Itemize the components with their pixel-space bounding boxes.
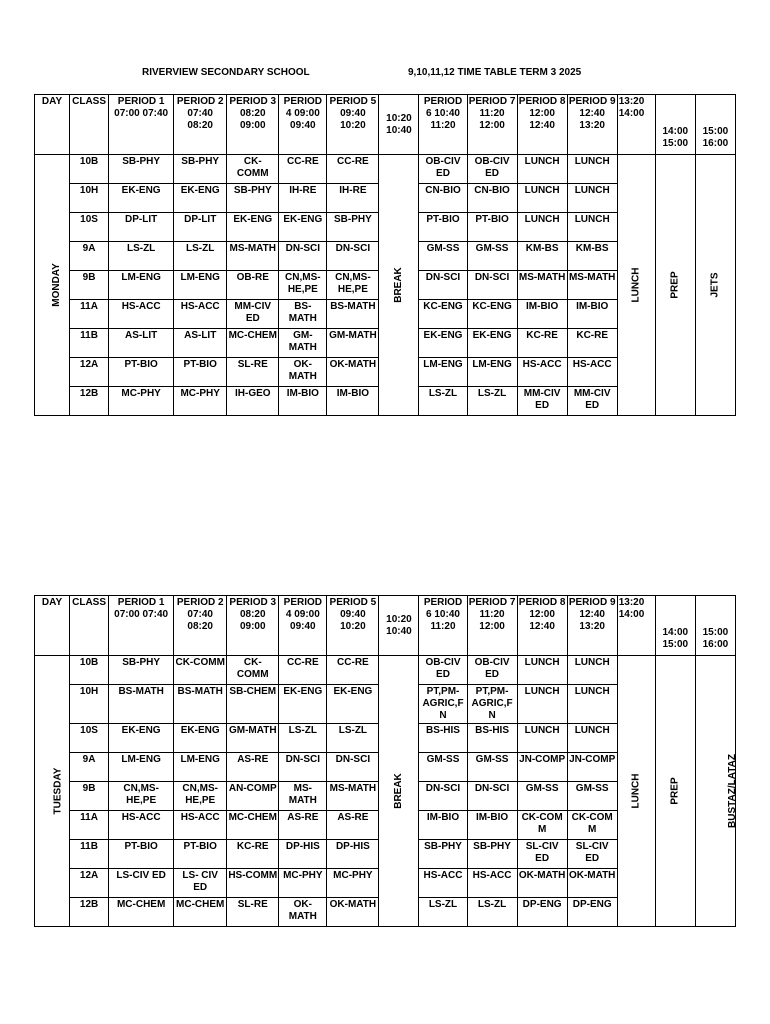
class-cell: 12B [70, 387, 109, 416]
prep-cell [655, 656, 695, 927]
lesson-cell: PT,PM-AGRIC,F N [467, 685, 517, 724]
class-cell: 11A [70, 300, 109, 329]
lesson-cell: LUNCH [517, 184, 567, 213]
lesson-cell: AS-RE [227, 753, 279, 782]
lesson-cell: HS-ACC [174, 300, 227, 329]
lesson-cell: DP-ENG [567, 898, 617, 927]
break-label: BREAK [392, 773, 404, 809]
lesson-cell: KC-ENG [419, 300, 467, 329]
break-cell [379, 155, 419, 416]
lesson-cell: KC-RE [567, 329, 617, 358]
lesson-cell: CN,MS-HE,PE [109, 782, 174, 811]
lesson-cell: DP-HIS [279, 840, 327, 869]
lesson-cell: AN-COMP [227, 782, 279, 811]
lunch-label: LUNCH [630, 773, 642, 809]
lesson-cell: CN,MS-HE,PE [327, 271, 379, 300]
lesson-cell: OK-MATH [279, 358, 327, 387]
lesson-cell: IM-BIO [467, 811, 517, 840]
lesson-cell: BS-MATH [174, 685, 227, 724]
lesson-cell: CC-RE [279, 155, 327, 184]
lesson-cell: LS-ZL [467, 387, 517, 416]
lesson-cell: SB-PHY [327, 213, 379, 242]
header-period-6: PERIOD 6 10:40 11:20 [419, 95, 467, 155]
lesson-cell: GM-SS [517, 782, 567, 811]
lesson-cell: OB-CIV ED [419, 656, 467, 685]
lesson-cell: OK-MATH [517, 869, 567, 898]
lesson-cell: CN-BIO [467, 184, 517, 213]
lesson-cell: JN-COMP [567, 753, 617, 782]
header-period-1: PERIOD 1 07:00 07:40 [109, 95, 174, 155]
class-cell: 9B [70, 271, 109, 300]
lesson-cell: CN,MS-HE,PE [279, 271, 327, 300]
class-cell: 10S [70, 724, 109, 753]
class-cell: 10B [70, 656, 109, 685]
header-lunch-time: 13:20 14:00 [617, 95, 655, 155]
lesson-cell: MC-PHY [279, 869, 327, 898]
header-class: CLASS [70, 95, 109, 155]
lesson-cell: IH-GEO [227, 387, 279, 416]
header-last-time: 15:00 16:00 [695, 95, 735, 155]
lesson-cell: CK-COMM [227, 155, 279, 184]
lesson-cell: PT-BIO [174, 358, 227, 387]
header-period-2: PERIOD 2 07:40 08:20 [174, 596, 227, 656]
lesson-cell: KC-ENG [467, 300, 517, 329]
lesson-cell: MS-MATH [517, 271, 567, 300]
lesson-cell: DN-SCI [327, 753, 379, 782]
lesson-cell: DN-SCI [327, 242, 379, 271]
lesson-cell: MC-CHEM [227, 811, 279, 840]
last-session-label: BUSTAZ/LATAZ [726, 754, 738, 828]
lesson-cell: HS-ACC [419, 869, 467, 898]
lesson-cell: HS-ACC [467, 869, 517, 898]
lesson-cell: DN-SCI [419, 782, 467, 811]
lesson-cell: LM-ENG [109, 753, 174, 782]
lesson-cell: CK-COM M [517, 811, 567, 840]
lunch-label: LUNCH [630, 267, 642, 303]
lesson-cell: LS-ZL [419, 898, 467, 927]
lesson-cell: PT-BIO [109, 358, 174, 387]
header-period-6: PERIOD 6 10:40 11:20 [419, 596, 467, 656]
lesson-cell: SL-RE [227, 898, 279, 927]
lesson-cell: LUNCH [567, 155, 617, 184]
header-prep-time: 14:00 15:00 [655, 95, 695, 155]
lesson-cell: MC-CHEM [109, 898, 174, 927]
last-session-cell [695, 155, 735, 416]
class-cell: 10B [70, 155, 109, 184]
header-period-9: PERIOD 9 12:40 13:20 [567, 596, 617, 656]
class-cell: 12A [70, 869, 109, 898]
lesson-cell: CC-RE [327, 656, 379, 685]
header-period-9: PERIOD 9 12:40 13:20 [567, 95, 617, 155]
lesson-cell: LUNCH [567, 656, 617, 685]
lesson-cell: OB-CIV ED [467, 656, 517, 685]
lesson-cell: LUNCH [517, 685, 567, 724]
lesson-cell: LUNCH [567, 184, 617, 213]
lesson-cell: PT-BIO [419, 213, 467, 242]
lesson-cell: MM-CIV ED [517, 387, 567, 416]
header-period-1: PERIOD 1 07:00 07:40 [109, 596, 174, 656]
lesson-cell: CN-BIO [419, 184, 467, 213]
header-period-5: PERIOD 5 09:40 10:20 [327, 95, 379, 155]
lesson-cell: BS-HIS [467, 724, 517, 753]
lesson-cell: PT-BIO [174, 840, 227, 869]
lesson-cell: LS-CIV ED [109, 869, 174, 898]
break-cell [379, 656, 419, 927]
class-cell: 10H [70, 184, 109, 213]
header-last-time: 15:00 16:00 [695, 596, 735, 656]
class-cell: 10S [70, 213, 109, 242]
lesson-cell: KC-RE [517, 329, 567, 358]
lesson-cell: HS-ACC [567, 358, 617, 387]
lesson-cell: MC-CHEM [174, 898, 227, 927]
lesson-cell: OB-CIV ED [467, 155, 517, 184]
lesson-cell: LUNCH [567, 213, 617, 242]
header-period-7: PERIOD 7 11:20 12:00 [467, 95, 517, 155]
table-row [35, 656, 736, 685]
lesson-cell: PT-BIO [467, 213, 517, 242]
lesson-cell: MS-MATH [279, 782, 327, 811]
lesson-cell: BS-MATH [327, 300, 379, 329]
lesson-cell: GM-SS [419, 242, 467, 271]
lesson-cell: SB-PHY [109, 656, 174, 685]
lesson-cell: MC-CHEM [227, 329, 279, 358]
lesson-cell: DN-SCI [279, 242, 327, 271]
break-label: BREAK [392, 267, 404, 303]
lesson-cell: MM-CIV ED [227, 300, 279, 329]
monday-timetable [34, 94, 736, 416]
lesson-cell: LS-ZL [327, 724, 379, 753]
header-lunch-time: 13:20 14:00 [617, 596, 655, 656]
lesson-cell: LM-ENG [419, 358, 467, 387]
lesson-cell: SL-RE [227, 358, 279, 387]
lesson-cell: IM-BIO [567, 300, 617, 329]
lesson-cell: DP-HIS [327, 840, 379, 869]
class-cell: 9A [70, 242, 109, 271]
lesson-cell: DN-SCI [279, 753, 327, 782]
lesson-cell: LS- CIV ED [174, 869, 227, 898]
lesson-cell: AS-RE [279, 811, 327, 840]
lesson-cell: OK-MATH [327, 898, 379, 927]
lesson-cell: GM-MATH [279, 329, 327, 358]
lesson-cell: GM-SS [467, 242, 517, 271]
header-period-5: PERIOD 5 09:40 10:20 [327, 596, 379, 656]
lesson-cell: GM-SS [419, 753, 467, 782]
prep-cell [655, 155, 695, 416]
lesson-cell: BS-MATH [109, 685, 174, 724]
lesson-cell: MC-PHY [327, 869, 379, 898]
lesson-cell: CK-COMM [227, 656, 279, 685]
prep-label: PREP [669, 777, 681, 805]
lesson-cell: AS-RE [327, 811, 379, 840]
table-row [35, 155, 736, 184]
lesson-cell: LM-ENG [109, 271, 174, 300]
lesson-cell: OB-CIV ED [419, 155, 467, 184]
header-period-8: PERIOD 8 12:00 12:40 [517, 596, 567, 656]
lesson-cell: KM-BS [567, 242, 617, 271]
day-cell [35, 155, 70, 416]
lesson-cell: LUNCH [567, 685, 617, 724]
lesson-cell: LM-ENG [174, 753, 227, 782]
lesson-cell: EK-ENG [327, 685, 379, 724]
lesson-cell: LS-ZL [419, 387, 467, 416]
lesson-cell: MS-MATH [227, 242, 279, 271]
class-cell: 9B [70, 782, 109, 811]
lesson-cell: LUNCH [517, 155, 567, 184]
class-cell: 11B [70, 329, 109, 358]
class-cell: 11B [70, 840, 109, 869]
lesson-cell: EK-ENG [227, 213, 279, 242]
lesson-cell: EK-ENG [109, 184, 174, 213]
lesson-cell: IM-BIO [517, 300, 567, 329]
header-period-3: PERIOD 3 08:20 09:00 [227, 95, 279, 155]
header-period-4: PERIOD 4 09:00 09:40 [279, 596, 327, 656]
lesson-cell: MC-PHY [109, 387, 174, 416]
lesson-cell: IM-BIO [327, 387, 379, 416]
lesson-cell: LS-ZL [279, 724, 327, 753]
lesson-cell: GM-MATH [327, 329, 379, 358]
lesson-cell: DP-ENG [517, 898, 567, 927]
timetable-title: 9,10,11,12 TIME TABLE TERM 3 2025 [408, 67, 582, 78]
header-class: CLASS [70, 596, 109, 656]
lesson-cell: HS-ACC [174, 811, 227, 840]
lesson-cell: EK-ENG [174, 724, 227, 753]
header-period-3: PERIOD 3 08:20 09:00 [227, 596, 279, 656]
lesson-cell: PT-BIO [109, 840, 174, 869]
lesson-cell: HS-ACC [517, 358, 567, 387]
header-day: DAY [35, 95, 70, 155]
day-label: MONDAY [50, 263, 62, 307]
lesson-cell: LS-ZL [174, 242, 227, 271]
lesson-cell: KC-RE [227, 840, 279, 869]
header-prep-time: 14:00 15:00 [655, 596, 695, 656]
lesson-cell: PT,PM-AGRIC,F N [419, 685, 467, 724]
lesson-cell: HS-ACC [109, 300, 174, 329]
lesson-cell: IM-BIO [419, 811, 467, 840]
lesson-cell: AS-LIT [174, 329, 227, 358]
lesson-cell: OK-MATH [279, 898, 327, 927]
header-period-4: PERIOD 4 09:00 09:40 [279, 95, 327, 155]
lesson-cell: MC-PHY [174, 387, 227, 416]
class-cell: 12A [70, 358, 109, 387]
lesson-cell: DN-SCI [419, 271, 467, 300]
lesson-cell: HS-COMM [227, 869, 279, 898]
lesson-cell: EK-ENG [279, 685, 327, 724]
lesson-cell: GM-SS [567, 782, 617, 811]
header-break-time: 10:20 10:40 [379, 95, 419, 155]
lesson-cell: CK-COM M [567, 811, 617, 840]
lesson-cell: BS-HIS [419, 724, 467, 753]
class-cell: 10H [70, 685, 109, 724]
lesson-cell: SB-PHY [227, 184, 279, 213]
class-cell: 11A [70, 811, 109, 840]
lesson-cell: OK-MATH [567, 869, 617, 898]
lesson-cell: KM-BS [517, 242, 567, 271]
lesson-cell: EK-ENG [174, 184, 227, 213]
lunch-cell [617, 155, 655, 416]
lesson-cell: AS-LIT [109, 329, 174, 358]
lesson-cell: SB-PHY [419, 840, 467, 869]
header-break-time: 10:20 10:40 [379, 596, 419, 656]
lesson-cell: SL-CIV ED [517, 840, 567, 869]
tuesday-timetable [34, 595, 736, 927]
last-session-label: JETS [709, 272, 721, 298]
lesson-cell: GM-MATH [227, 724, 279, 753]
lesson-cell: JN-COMP [517, 753, 567, 782]
lesson-cell: CK-COMM [174, 656, 227, 685]
lesson-cell: LUNCH [517, 724, 567, 753]
lesson-cell: SB-CHEM [227, 685, 279, 724]
lesson-cell: LS-ZL [109, 242, 174, 271]
lesson-cell: DP-LIT [174, 213, 227, 242]
lesson-cell: OK-MATH [327, 358, 379, 387]
lesson-cell: BS-MATH [279, 300, 327, 329]
lesson-cell: CN,MS-HE,PE [174, 782, 227, 811]
lesson-cell: IM-BIO [279, 387, 327, 416]
prep-label: PREP [669, 271, 681, 299]
lesson-cell: DN-SCI [467, 271, 517, 300]
lesson-cell: LUNCH [517, 213, 567, 242]
lesson-cell: EK-ENG [467, 329, 517, 358]
lesson-cell: DP-LIT [109, 213, 174, 242]
lesson-cell: GM-SS [467, 753, 517, 782]
lesson-cell: HS-ACC [109, 811, 174, 840]
lesson-cell: EK-ENG [279, 213, 327, 242]
lesson-cell: IH-RE [327, 184, 379, 213]
day-cell [35, 656, 70, 927]
lesson-cell: IH-RE [279, 184, 327, 213]
lesson-cell: LM-ENG [174, 271, 227, 300]
lesson-cell: MS-MATH [567, 271, 617, 300]
lesson-cell: EK-ENG [419, 329, 467, 358]
lesson-cell: SB-PHY [467, 840, 517, 869]
header-period-2: PERIOD 2 07:40 08:20 [174, 95, 227, 155]
lesson-cell: MS-MATH [327, 782, 379, 811]
lesson-cell: LUNCH [517, 656, 567, 685]
lesson-cell: SL-CIV ED [567, 840, 617, 869]
last-session-cell [695, 656, 738, 927]
lunch-cell [617, 656, 655, 927]
lesson-cell: EK-ENG [109, 724, 174, 753]
lesson-cell: SB-PHY [174, 155, 227, 184]
class-cell: 9A [70, 753, 109, 782]
day-label: TUESDAY [52, 767, 64, 815]
lesson-cell: OB-RE [227, 271, 279, 300]
header-day: DAY [35, 596, 70, 656]
lesson-cell: LM-ENG [467, 358, 517, 387]
header-period-7: PERIOD 7 11:20 12:00 [467, 596, 517, 656]
lesson-cell: CC-RE [327, 155, 379, 184]
lesson-cell: SB-PHY [109, 155, 174, 184]
lesson-cell: DN-SCI [467, 782, 517, 811]
school-name: RIVERVIEW SECONDARY SCHOOL [142, 67, 310, 78]
class-cell: 12B [70, 898, 109, 927]
lesson-cell: MM-CIV ED [567, 387, 617, 416]
lesson-cell: LS-ZL [467, 898, 517, 927]
header-period-8: PERIOD 8 12:00 12:40 [517, 95, 567, 155]
lesson-cell: LUNCH [567, 724, 617, 753]
lesson-cell: CC-RE [279, 656, 327, 685]
